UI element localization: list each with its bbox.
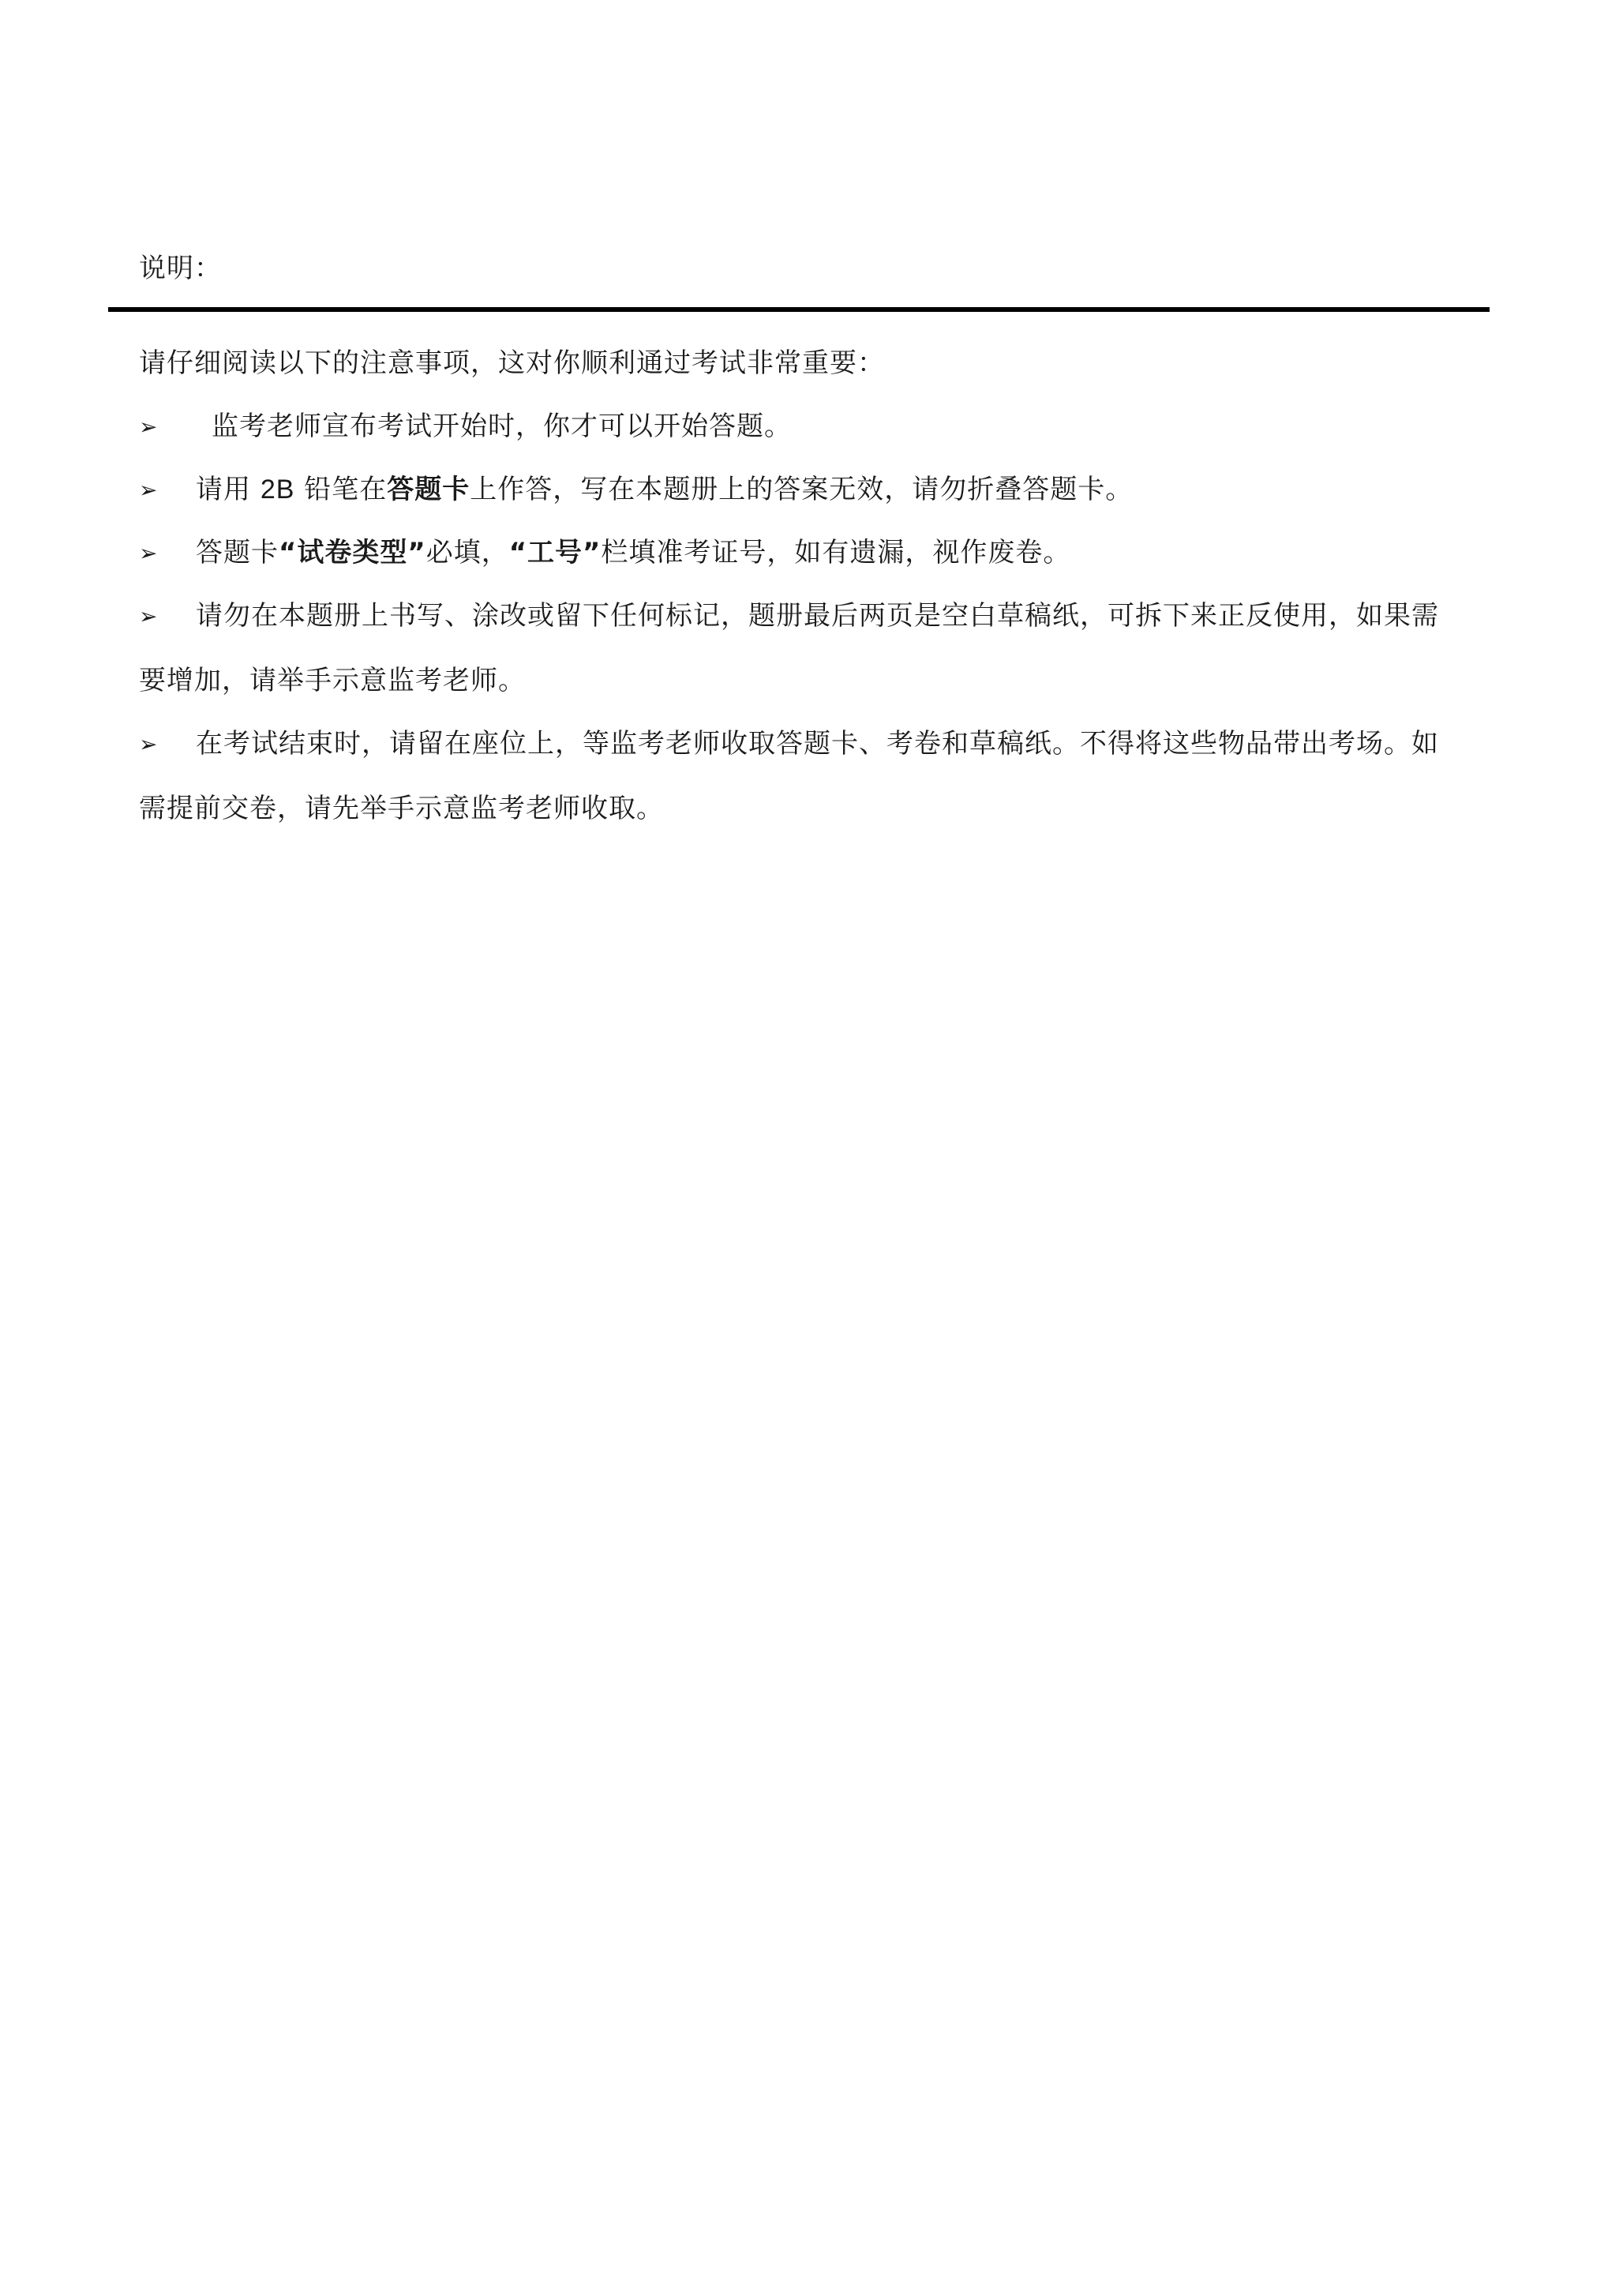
notice-item-2 xyxy=(139,471,1492,535)
notice-text: 栏填准考证号，如有遗漏，视作废卷。 xyxy=(601,537,1071,568)
employee-id-emphasis: “工号” xyxy=(508,537,602,568)
pencil-grade: 2B xyxy=(260,475,295,505)
notice-text-line-1: 请勿在本题册上书写、涂改或留下任何标记，题册最后两页是空白草稿纸，可拆下来正反使用，如果需 xyxy=(196,600,1439,632)
notice-item-3 xyxy=(139,534,1492,598)
answer-sheet-emphasis: 答题卡 xyxy=(387,474,470,505)
notice-item-4 xyxy=(139,597,1492,726)
notice-text: 请用 xyxy=(196,474,261,505)
intro-text: 请仔细阅读以下的注意事项，这对你顺利通过考试非常重要： xyxy=(139,347,885,379)
header-divider xyxy=(108,307,1490,312)
notice-text-line-2: 要增加，请举手示意监考老师。 xyxy=(139,665,526,696)
notice-text: 铅笔在 xyxy=(294,474,388,505)
arrow-bullet-icon: ➢ xyxy=(139,477,159,503)
notice-text: 答题卡 xyxy=(196,537,279,568)
notice-item-5 xyxy=(139,725,1492,854)
paper-type-emphasis: “试卷类型” xyxy=(279,537,426,568)
notice-item-1 xyxy=(139,407,1492,472)
arrow-bullet-icon: ➢ xyxy=(139,414,159,440)
notice-text-line-2: 需提前交卷，请先举手示意监考老师收取。 xyxy=(139,793,664,824)
section-label: 说明： xyxy=(139,253,222,284)
notice-text: 必填， xyxy=(425,537,509,568)
arrow-bullet-icon: ➢ xyxy=(139,540,159,566)
notice-text-line-1: 在考试结束时，请留在座位上，等监考老师收取答题卡、考卷和草稿纸。不得将这些物品带出考场。如 xyxy=(196,728,1439,760)
arrow-bullet-icon: ➢ xyxy=(139,603,159,629)
arrow-bullet-icon: ➢ xyxy=(139,731,159,757)
notice-text: 监考老师宣布考试开始时，你才可以开始答题。 xyxy=(212,411,792,442)
notice-text: 上作答，写在本题册上的答案无效，请勿折叠答题卡。 xyxy=(470,474,1134,505)
